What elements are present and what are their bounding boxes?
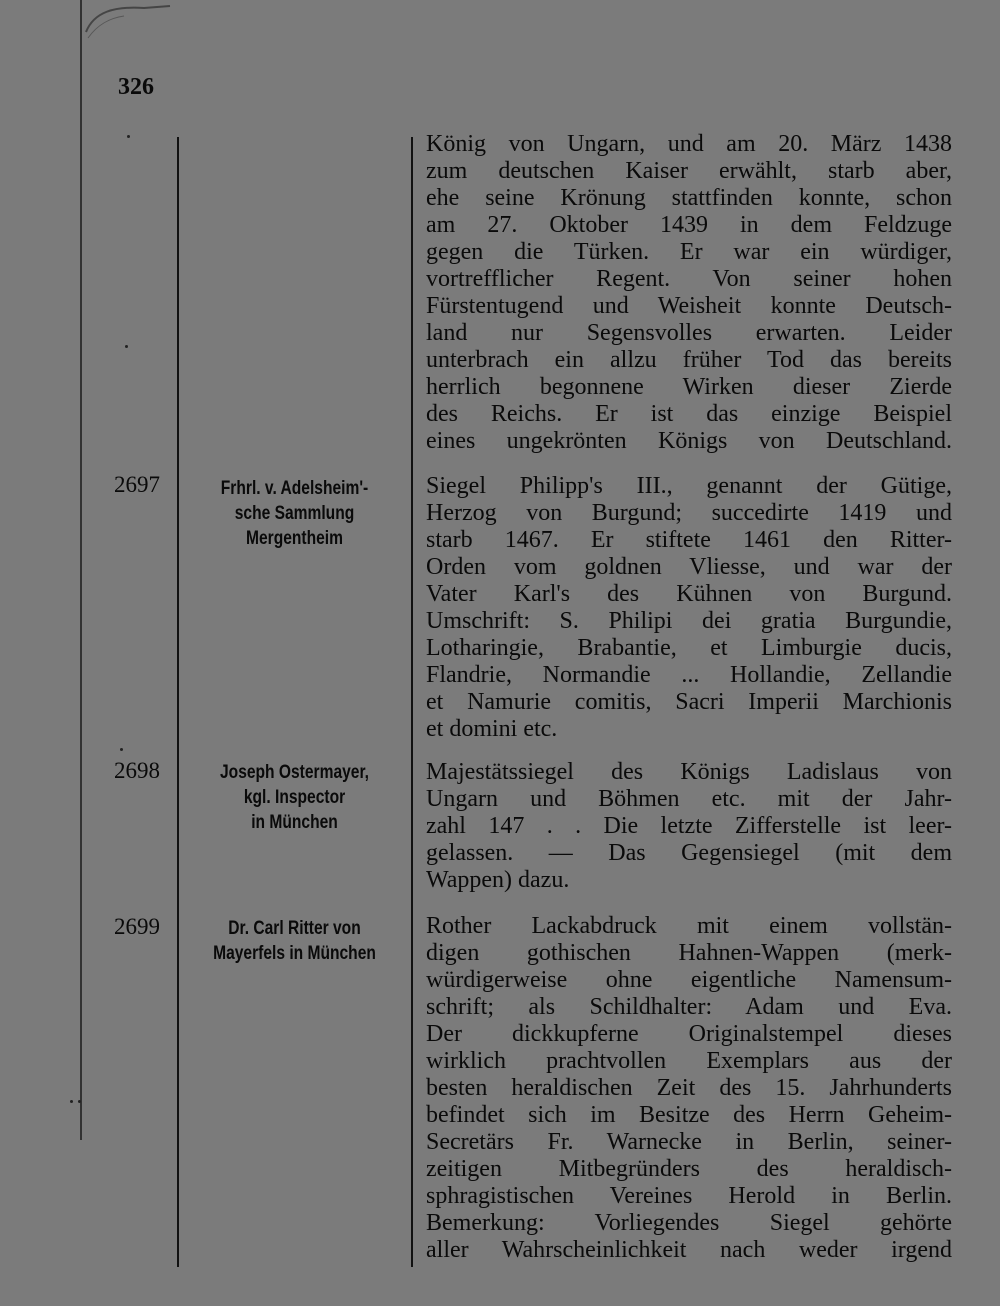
text-line: Vater Karl's des Kühnen von Burgund.: [426, 581, 952, 607]
owner-line: sche Sammlung: [234, 503, 355, 524]
print-speck: [78, 1100, 81, 1103]
text-line: Orden vom goldnen Vliesse, und war der: [426, 554, 952, 580]
text-line: gelassen. — Das Gegensiegel (mit dem: [426, 840, 952, 866]
entry-number: 2699: [114, 914, 160, 939]
text-line: starb 1467. Er stiftete 1461 den Ritter-: [426, 527, 952, 553]
column-rule-left: [177, 137, 179, 1267]
text-line: König von Ungarn, und am 20. März 1438: [426, 131, 952, 157]
entry-description: [426, 913, 952, 1264]
text-line: et Namurie comitis, Sacri Imperii Marchionis: [426, 689, 952, 715]
page-number: 326: [118, 74, 154, 100]
text-line: land nur Segensvolles erwarten. Leider: [426, 320, 952, 346]
text-line: Lotharingie, Brabantie, et Limburgie ducis,: [426, 635, 952, 661]
text-line: eines ungekrönten Königs von Deutschland.: [426, 428, 952, 454]
text-line: wirklich prachtvollen Exemplars aus der: [426, 1048, 952, 1074]
print-speck: [120, 748, 123, 751]
text-line: sphragistischen Vereines Herold in Berlin.: [426, 1183, 952, 1209]
continuation-text: [426, 131, 952, 455]
owner-line: Dr. Carl Ritter von: [228, 918, 361, 939]
text-line: Umschrift: S. Philipi dei gratia Burgundie,: [426, 608, 952, 634]
text-line: zum deutschen Kaiser erwählt, starb aber,: [426, 158, 952, 184]
text-line: zeitigen Mitbegründers des heraldisch-: [426, 1156, 952, 1182]
text-line: Wappen) dazu.: [426, 867, 570, 893]
page-edge-rule: [80, 0, 82, 1140]
column-rule-right: [411, 137, 413, 1267]
text-line: vortrefflicher Regent. Von seiner hohen: [426, 266, 952, 292]
text-line: Fürstentugend und Weisheit konnte Deutsch-: [426, 293, 952, 319]
text-line: aller Wahrscheinlichkeit nach weder irgend: [426, 1237, 952, 1263]
owner-line: Joseph Ostermayer,: [220, 762, 369, 783]
text-line: Der dickkupferne Originalstempel dieses: [426, 1021, 952, 1047]
text-line: ehe seine Krönung stattfinden konnte, schon: [426, 185, 952, 211]
text-line: Bemerkung: Vorliegendes Siegel gehörte: [426, 1210, 952, 1236]
entry-description: [426, 759, 952, 894]
text-line: et domini etc.: [426, 716, 558, 742]
print-speck: [70, 1100, 73, 1103]
text-line: Flandrie, Normandie ... Hollandie, Zellandie: [426, 662, 952, 688]
entry-owner: [201, 760, 389, 835]
entry-number: 2697: [114, 472, 160, 497]
entry-description: [426, 473, 952, 743]
text-line: Ungarn und Böhmen etc. mit der Jahr-: [426, 786, 952, 812]
entry-owner: [201, 916, 389, 966]
text-line: gegen die Türken. Er war ein würdiger,: [426, 239, 952, 265]
print-speck: [125, 345, 128, 348]
owner-line: Frhrl. v. Adelsheim'-: [220, 478, 369, 499]
text-line: unterbrach ein allzu früher Tod das bereits: [426, 347, 952, 373]
text-line: herrlich begonnene Wirken dieser Zierde: [426, 374, 952, 400]
owner-line: kgl. Inspector: [243, 787, 346, 808]
owner-line: Mergentheim: [246, 528, 343, 549]
text-line: besten heraldischen Zeit des 15. Jahrhunderts: [426, 1075, 952, 1101]
text-line: Secretärs Fr. Warnecke in Berlin, seiner-: [426, 1129, 952, 1155]
print-speck: [127, 135, 130, 138]
print-smudge: [84, 2, 174, 42]
text-line: schrift; als Schildhalter: Adam und Eva.: [426, 994, 952, 1020]
text-line: Siegel Philipp's III., genannt der Gütige,: [426, 473, 952, 499]
text-line: befindet sich im Besitze des Herrn Geheim-: [426, 1102, 952, 1128]
text-line: Herzog von Burgund; succedirte 1419 und: [426, 500, 952, 526]
text-line: des Reichs. Er ist das einzige Beispiel: [426, 401, 952, 427]
entry-owner: [201, 476, 389, 551]
text-line: würdigerweise ohne eigentliche Namensum-: [426, 967, 952, 993]
text-line: am 27. Oktober 1439 in dem Feldzuge: [426, 212, 952, 238]
text-line: zahl 147 . . Die letzte Zifferstelle ist leer-: [426, 813, 952, 839]
owner-line: Mayerfels in München: [213, 943, 376, 964]
text-line: Majestätssiegel des Königs Ladislaus von: [426, 759, 952, 785]
text-line: Rother Lackabdruck mit einem vollstän-: [426, 913, 952, 939]
entry-number: 2698: [114, 758, 160, 783]
text-line: digen gothischen Hahnen-Wappen (merk-: [426, 940, 952, 966]
owner-line: in München: [251, 812, 338, 833]
